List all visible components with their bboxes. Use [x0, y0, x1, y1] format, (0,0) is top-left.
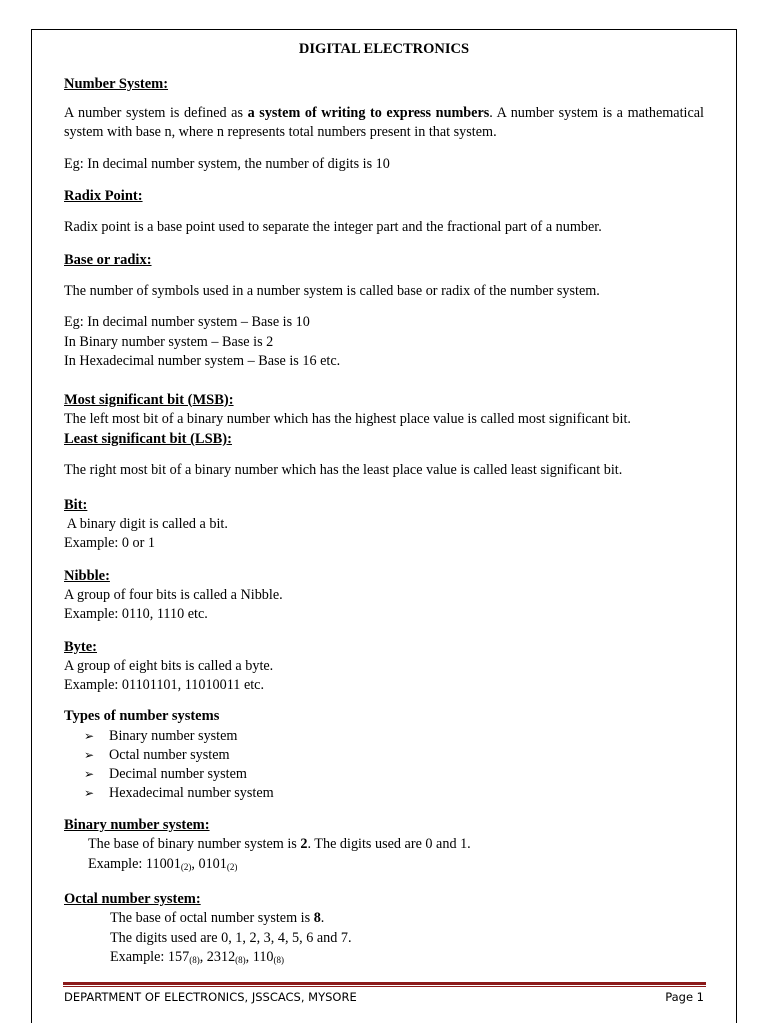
list-item-label: Hexadecimal number system: [109, 785, 274, 802]
binary-example-2: 0101: [198, 855, 227, 872]
octal-text-a: The base of octal number system is: [110, 910, 314, 927]
nibble-example: Example: 0110, 1110 etc.: [64, 606, 208, 622]
bit-example: Example: 0 or 1: [64, 535, 156, 551]
nibble-text: A group of four bits is called a Nibble.: [64, 586, 283, 603]
heading-types: Types of number systems: [64, 707, 220, 724]
separator: ,: [191, 855, 199, 872]
types-list: [84, 727, 704, 804]
binary-text-b: . The digits used are 0 and 1.: [307, 836, 471, 853]
msb-text: The left most bit of a binary number which has the highest place value is called most significant bit.: [64, 410, 631, 427]
separator: ,: [199, 949, 207, 966]
heading-msb: Most significant bit (MSB):: [64, 391, 234, 408]
base-radix-text: The number of symbols used in a number system is called base or radix of the number system.: [64, 282, 600, 299]
heading-radix-point: Radix Point:: [64, 188, 143, 204]
octal-digits: The digits used are 0, 1, 2, 3, 4, 5, 6 and 7.: [110, 929, 352, 946]
page-footer: [64, 990, 704, 1004]
binary-example: [64, 855, 704, 878]
number-system-example: Eg: In decimal number system, the number of digits is 10: [64, 155, 390, 172]
octal-example-2: 2312: [206, 949, 236, 966]
bit-text: A binary digit is called a bit.: [64, 515, 228, 532]
definition-text-b: . A number system is a mathematical system with base n, where n represents total numbers present in that system.: [64, 104, 704, 140]
list-item-label: Binary number system: [109, 727, 238, 744]
footer-rule-thick: [63, 982, 706, 985]
heading-nibble: Nibble:: [64, 567, 110, 584]
list-item: [84, 746, 704, 765]
list-item: [84, 765, 704, 784]
octal-example-3: 110: [252, 949, 274, 966]
arrow-bullet-icon: ➢: [84, 766, 95, 781]
list-item: [84, 727, 704, 746]
lsb-text: The right most bit of a binary number which has the least place value is called least significant bit.: [64, 462, 623, 478]
heading-bit: Bit:: [64, 496, 88, 513]
list-item: [84, 784, 704, 803]
definition-bold: a system of writing to express numbers: [243, 104, 490, 121]
octal-example-3-base: (8): [273, 955, 285, 966]
arrow-bullet-icon: ➢: [84, 728, 95, 743]
base-radix-line-2: In Binary number system – Base is 2: [64, 333, 274, 350]
definition-text-a: A number system is defined as: [64, 104, 244, 121]
heading-lsb: Least significant bit (LSB):: [64, 431, 232, 447]
document-body: [64, 40, 704, 971]
footer-page-number: Page 1: [665, 990, 704, 1004]
octal-example-1: 157: [167, 949, 190, 966]
octal-text: [64, 909, 704, 929]
binary-text: [64, 835, 704, 855]
list-item-label: Decimal number system: [109, 765, 247, 782]
separator: ,: [245, 949, 253, 966]
binary-example-1: 11001: [145, 855, 181, 872]
binary-example-2-base: (2): [226, 861, 238, 872]
list-item-label: Octal number system: [109, 746, 230, 763]
heading-base-radix: Base or radix:: [64, 251, 152, 268]
base-radix-line-3: In Hexadecimal number system – Base is 16 etc.: [64, 353, 341, 369]
octal-example-2-base: (8): [235, 955, 246, 966]
binary-example-1-base: (2): [180, 861, 192, 872]
heading-number-system: Number System:: [64, 75, 169, 92]
footer-department: DEPARTMENT OF ELECTRONICS, JSSCACS, MYSORE: [64, 990, 357, 1004]
heading-octal: Octal number system:: [64, 891, 201, 908]
byte-example: Example: 01101101, 11010011 etc.: [64, 677, 265, 693]
octal-base-value: 8: [313, 910, 321, 927]
arrow-bullet-icon: ➢: [84, 786, 95, 801]
document-title: DIGITAL ELECTRONICS: [298, 41, 470, 57]
octal-example-label: Example:: [110, 949, 168, 966]
footer-rule-thin: [63, 986, 706, 987]
binary-text-a: The base of binary number system is: [88, 836, 301, 853]
arrow-bullet-icon: ➢: [84, 747, 95, 762]
octal-example: [64, 948, 704, 971]
heading-binary: Binary number system:: [64, 817, 210, 834]
octal-text-b: .: [320, 910, 325, 927]
heading-byte: Byte:: [64, 638, 98, 655]
radix-point-text: Radix point is a base point used to separate the integer part and the fractional part of a number.: [64, 219, 602, 235]
octal-example-1-base: (8): [189, 955, 200, 966]
number-system-definition: [64, 104, 704, 143]
byte-text: A group of eight bits is called a byte.: [64, 657, 274, 674]
binary-base-value: 2: [300, 836, 308, 853]
binary-example-label: Example:: [88, 855, 146, 872]
base-radix-line-1: Eg: In decimal number system – Base is 10: [64, 314, 310, 330]
